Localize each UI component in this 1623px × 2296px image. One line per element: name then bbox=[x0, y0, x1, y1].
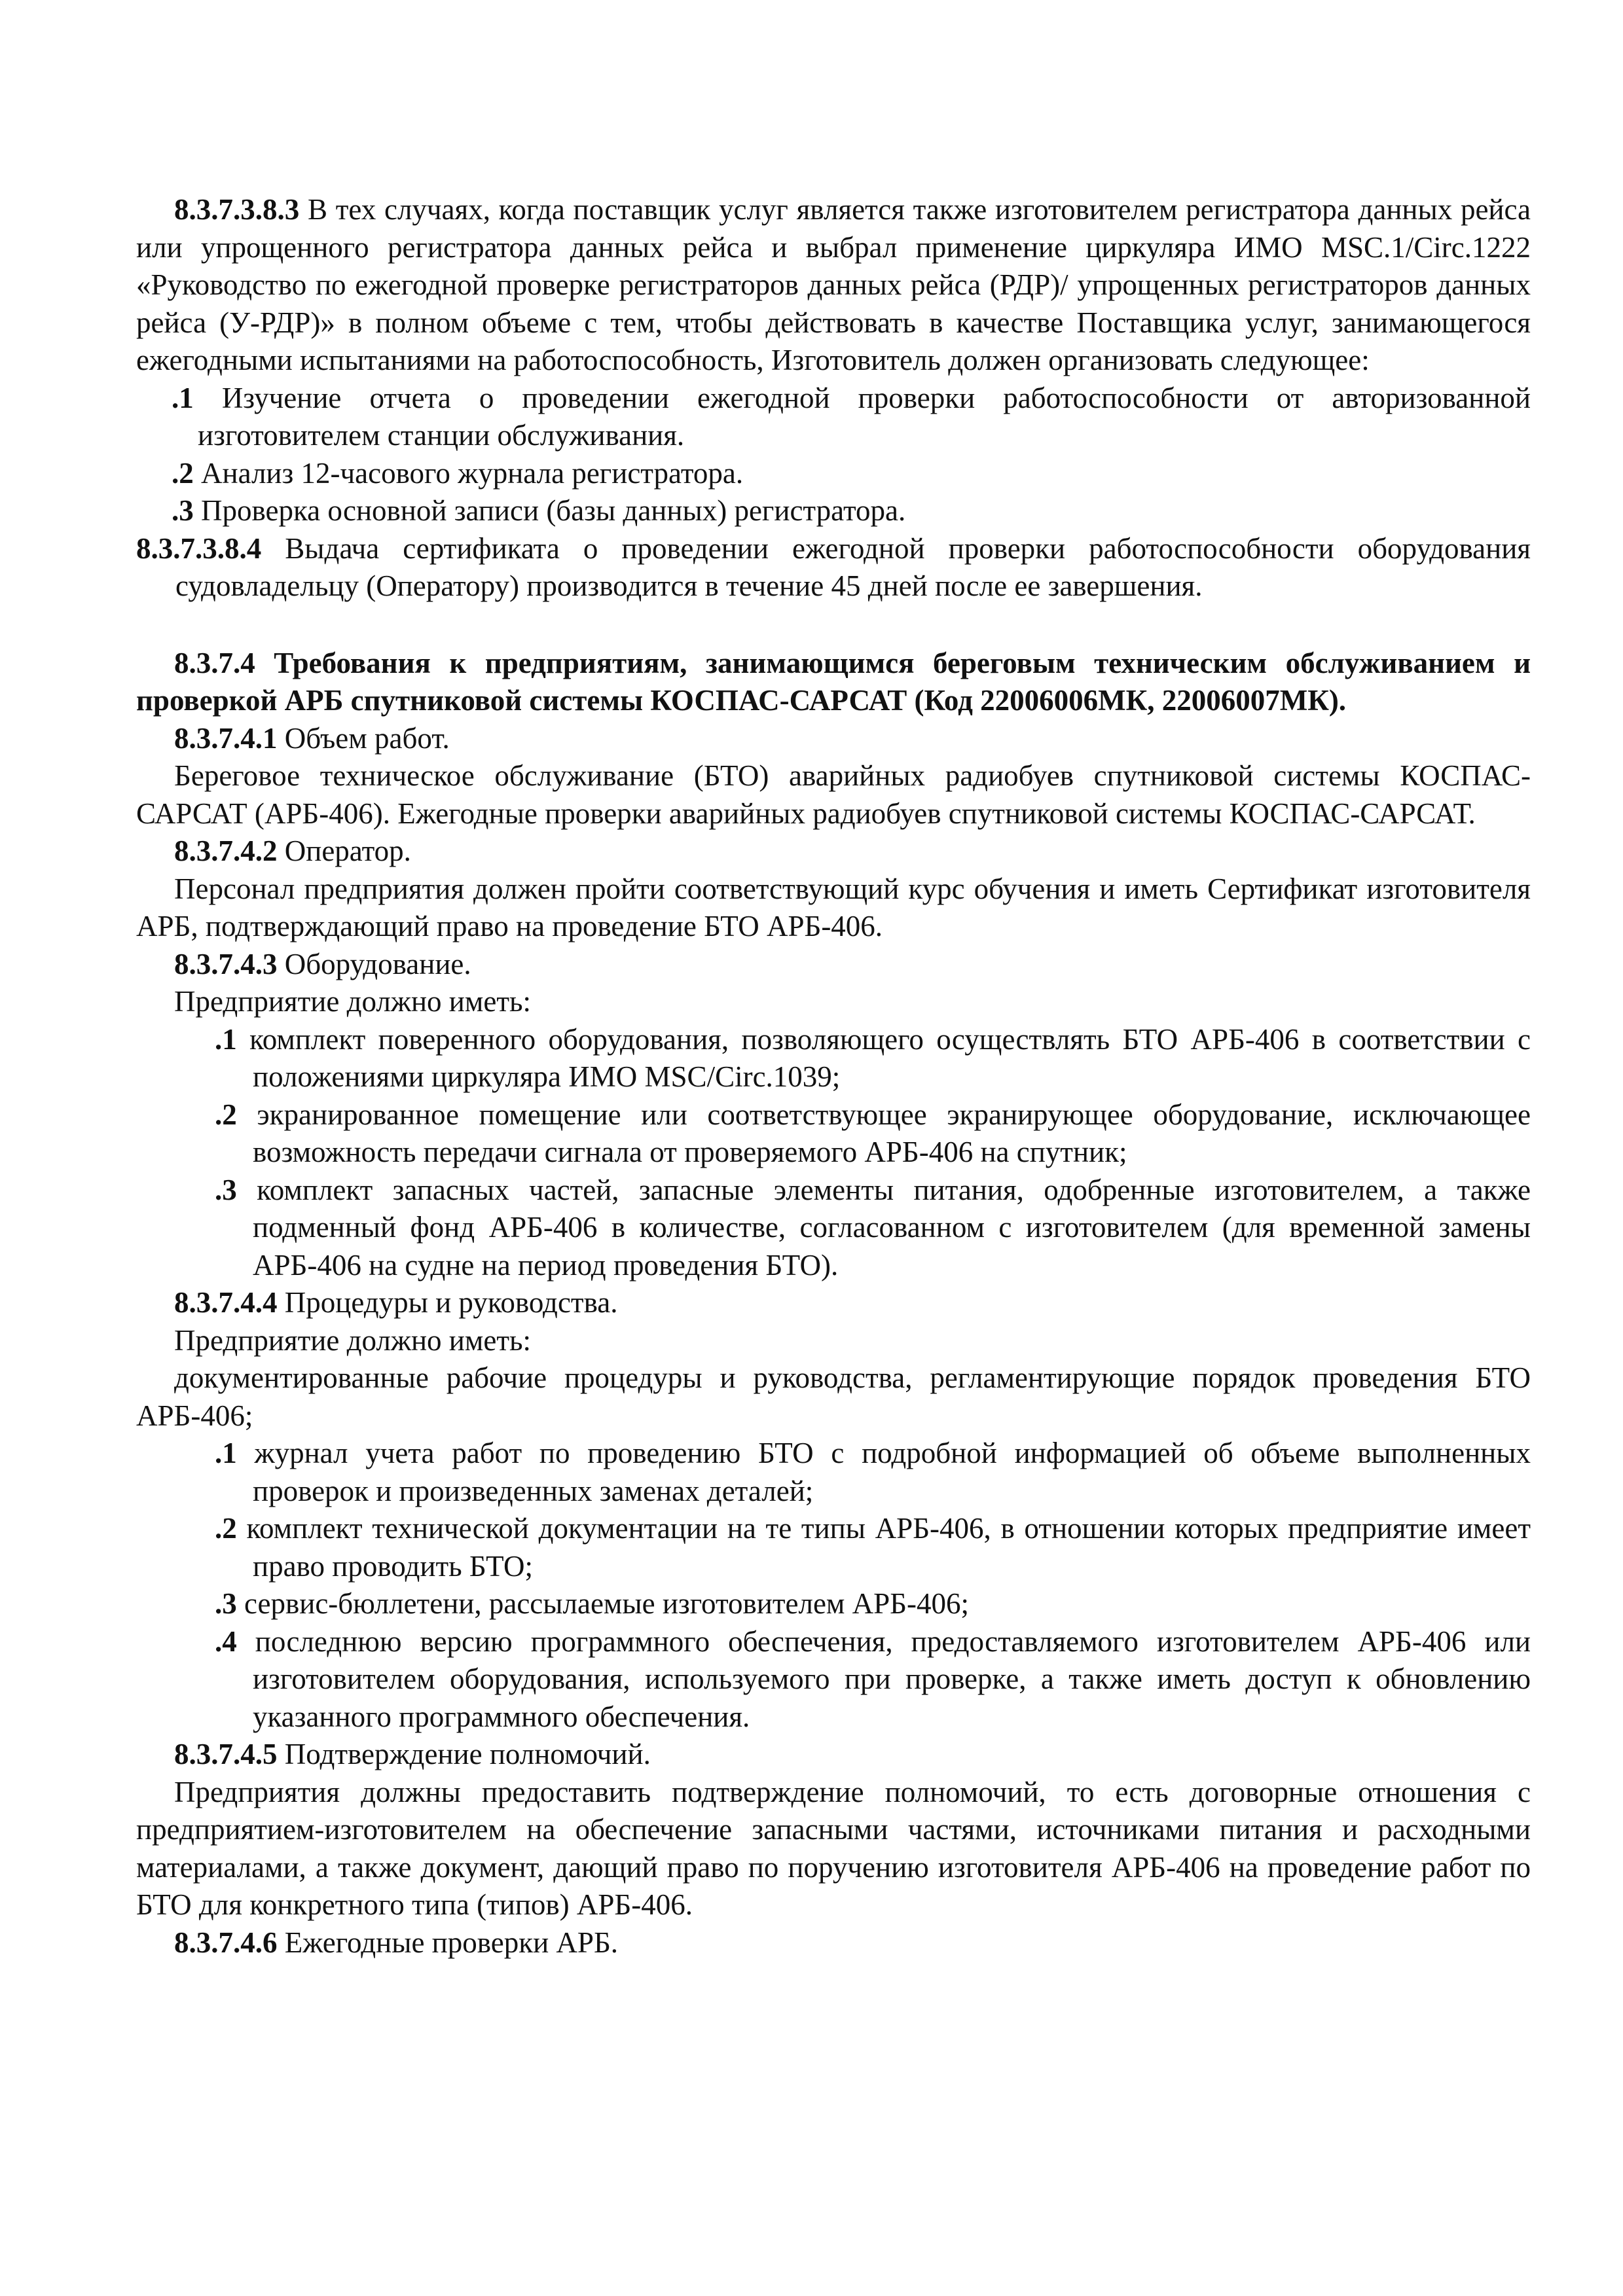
list-item bbox=[136, 492, 1531, 530]
list-item bbox=[136, 380, 1531, 455]
item-text: Изучение отчета о проведении ежегодной проверки работоспособности от авторизованной изготовителем станции обслуживания. bbox=[193, 381, 1531, 452]
item-text: Проверка основной записи (базы данных) регистратора. bbox=[193, 494, 906, 527]
item-number: .2 bbox=[215, 1098, 237, 1131]
item-number: .2 bbox=[172, 456, 194, 490]
clause-title: Оператор. bbox=[277, 834, 411, 867]
item-number: .3 bbox=[215, 1173, 237, 1206]
clause-number: 8.3.7.4.5 bbox=[174, 1738, 278, 1770]
item-text: экранированное помещение или соответствующее экранирующее оборудование, исключающее возможность передачи сигнала от проверяемого АРБ-406 на спутник; bbox=[236, 1098, 1531, 1168]
item-number: .1 bbox=[172, 381, 194, 414]
subheading-8-3-7-4-2 bbox=[136, 833, 1531, 870]
item-number: .3 bbox=[172, 494, 194, 527]
clause-number: 8.3.7.3.8.3 bbox=[174, 193, 300, 226]
item-text: комплект технической документации на те типы АРБ-406, в отношении которых предприятие имеет право проводить БТО; bbox=[236, 1512, 1531, 1583]
section-heading-8-3-7-4: 8.3.7.4 Требования к предприятиям, занимающимся береговым техническим обслуживанием и проверкой АРБ спутниковой системы КОСПАС-САРСАТ (Код 22006006МК, 22006007МК). bbox=[136, 646, 1531, 717]
item-number: .1 bbox=[215, 1022, 237, 1056]
clause-title: Объем работ. bbox=[277, 721, 450, 755]
list-item bbox=[136, 1021, 1531, 1096]
subheading-8-3-7-4-1 bbox=[136, 720, 1531, 758]
item-text: последнюю версию программного обеспечения, предоставляемого изготовителем АРБ-406 или изготовителем оборудования, используемого при проверке, а также иметь доступ к обновлению указанного программного обеспечения. bbox=[236, 1624, 1531, 1733]
paragraph-text: Береговое техническое обслуживание (БТО) аварийных радиобуев спутниковой системы КОСПАС-САРСАТ (АРБ-406). Ежегодные проверки аварийных радиобуев спутниковой системы КОСПАС-САРСАТ. bbox=[136, 759, 1531, 830]
item-text: комплект поверенного оборудования, позволяющего осуществлять БТО АРБ-406 в соответствии с положениями циркуляра ИМО MSC/Circ.1039; bbox=[236, 1022, 1531, 1093]
section-gap bbox=[136, 605, 1531, 645]
item-number: .3 bbox=[215, 1587, 237, 1620]
paragraph-8-3-7-3-8-4 bbox=[136, 530, 1531, 605]
paragraph-intro: Предприятие должно иметь: bbox=[174, 1323, 532, 1357]
clause-number: 8.3.7.4.1 bbox=[174, 721, 278, 755]
paragraph-intro: Предприятие должно иметь: bbox=[174, 985, 532, 1018]
item-text: Анализ 12-часового журнала регистратора. bbox=[193, 456, 744, 490]
item-number: .1 bbox=[215, 1437, 237, 1469]
subheading-8-3-7-4-6 bbox=[136, 1924, 1531, 1962]
subheading-8-3-7-4-5 bbox=[136, 1736, 1531, 1774]
clause-number: 8.3.7.4.3 bbox=[174, 947, 278, 980]
list-item bbox=[136, 1435, 1531, 1510]
paragraph-8-3-7-3-8-3 bbox=[136, 191, 1531, 380]
clause-number: 8.3.7.4.4 bbox=[174, 1286, 278, 1319]
paragraph-text: документированные рабочие процедуры и руководства, регламентирующие порядок проведения БТО АРБ-406; bbox=[136, 1361, 1531, 1432]
item-text: журнал учета работ по проведению БТО с подробной информацией об объеме выполненных проверок и произведенных заменах деталей; bbox=[236, 1437, 1531, 1507]
clause-text: Выдача сертификата о проведении ежегодной проверки работоспособности оборудования судовладельцу (Оператору) производится в течение 45 дней после ее завершения. bbox=[175, 531, 1531, 602]
item-number: .2 bbox=[215, 1512, 237, 1545]
clause-title: Ежегодные проверки АРБ. bbox=[277, 1926, 619, 1959]
subheading-8-3-7-4-3 bbox=[136, 946, 1531, 984]
subheading-8-3-7-4-4 bbox=[136, 1284, 1531, 1322]
clause-number: 8.3.7.3.8.4 bbox=[136, 531, 262, 565]
list-item bbox=[136, 1585, 1531, 1623]
list-item bbox=[136, 1096, 1531, 1172]
item-text: сервис-бюллетени, рассылаемые изготовителем АРБ-406; bbox=[236, 1587, 970, 1620]
item-number: .4 bbox=[215, 1624, 237, 1658]
clause-number: 8.3.7.4.2 bbox=[174, 834, 278, 867]
paragraph-text: Персонал предприятия должен пройти соответствующий курс обучения и иметь Сертификат изготовителя АРБ, подтверждающий право на проведение БТО АРБ-406. bbox=[136, 872, 1531, 942]
list-item bbox=[136, 1623, 1531, 1736]
clause-text: В тех случаях, когда поставщик услуг является также изготовителем регистратора данных рейса или упрощенного регистратора данных рейса и выбрал применение циркуляра ИМО MSC.1/Circ.1222 «Руководство по ежегодной проверке регистраторов данных рейса (РДР)/ упрощенных регистраторов данных рейса (У-РДР)» в полном объеме с тем, чтобы действовать в качестве Поставщика услуг, занимающегося ежегодными испытаниями на работоспособность, Изготовитель должен организовать следующее: bbox=[136, 193, 1531, 376]
paragraph-text: Предприятия должны предоставить подтверждение полномочий, то есть договорные отношения с предприятием-изготовителем на обеспечение запасными частями, источниками питания и расходными материалами, а также документ, дающий право по поручению изготовителя АРБ-406 на проведение работ по БТО для конкретного типа (типов) АРБ-406. bbox=[136, 1775, 1531, 1921]
item-text: комплект запасных частей, запасные элементы питания, одобренные изготовителем, а также подменный фонд АРБ-406 в количестве, согласованном с изготовителем (для временной замены АРБ-406 на судне на период проведения БТО). bbox=[236, 1173, 1531, 1282]
clause-title: Процедуры и руководства. bbox=[277, 1286, 618, 1319]
list-item bbox=[136, 1172, 1531, 1285]
clause-number: 8.3.7.4.6 bbox=[174, 1926, 278, 1959]
list-item bbox=[136, 455, 1531, 493]
clause-title: Подтверждение полномочий. bbox=[277, 1738, 651, 1770]
document-page bbox=[136, 191, 1531, 1962]
list-item bbox=[136, 1510, 1531, 1585]
clause-title: Оборудование. bbox=[277, 947, 471, 980]
